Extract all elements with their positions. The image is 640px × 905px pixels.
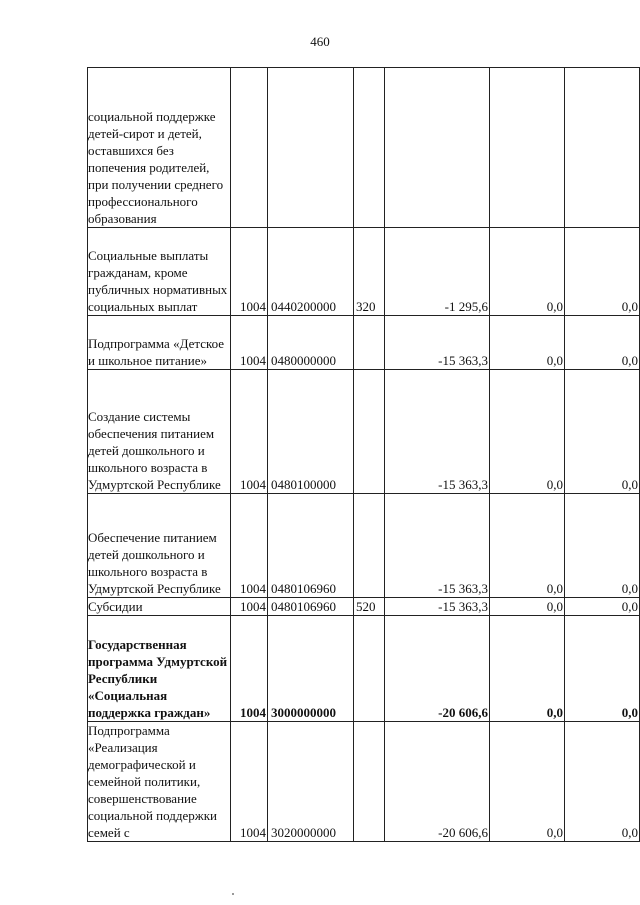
cell-amount-3: [565, 494, 640, 598]
cell-amount-1: [385, 316, 490, 370]
cell-expense-type: [354, 598, 385, 616]
cell-target-code-text: 3000000000: [271, 705, 336, 720]
cell-amount-1-text: -15 363,3: [438, 353, 488, 368]
cell-amount-2-text: 0,0: [546, 825, 563, 840]
cell-name-text: Государственная программа Удмуртской Республики «Социальная поддержка граждан»: [88, 637, 228, 720]
cell-amount-2: [490, 370, 565, 494]
cell-amount-1: [385, 598, 490, 616]
cell-name: [88, 494, 231, 598]
cell-expense-type: [354, 722, 385, 842]
cell-amount-1: [385, 722, 490, 842]
cell-name-text: Подпрограмма «Реализация демографической и семейной политики, совершенствование социальной поддержки семей с: [88, 723, 217, 840]
cell-expense-type-text: 320: [356, 299, 376, 314]
cell-name-text: Создание системы обеспечения питанием детей дошкольного и школьного возраста в Удмуртской Республике: [88, 409, 221, 492]
cell-section: [231, 616, 268, 722]
cell-name: [88, 722, 231, 842]
cell-amount-2: [490, 228, 565, 316]
table-row: [88, 598, 640, 616]
cell-name-text: социальной поддержке детей-сирот и детей, оставшихся без попечения родителей, при получении среднего профессионального образования: [88, 109, 224, 226]
cell-amount-1: [385, 370, 490, 494]
cell-amount-1: [385, 616, 490, 722]
cell-amount-2: [490, 68, 565, 228]
cell-target-code-text: 0480106960: [271, 581, 336, 596]
cell-section-text: 1004: [240, 353, 266, 368]
cell-name: [88, 228, 231, 316]
cell-amount-3-text: 0,0: [621, 599, 638, 614]
cell-section: [231, 68, 268, 228]
cell-section-text: 1004: [240, 705, 266, 720]
cell-name: [88, 598, 231, 616]
cell-amount-3: [565, 228, 640, 316]
cell-amount-3: [565, 598, 640, 616]
cell-amount-1: [385, 68, 490, 228]
cell-section-text: 1004: [240, 477, 266, 492]
cell-amount-3-text: 0,0: [621, 353, 638, 368]
cell-amount-3: [565, 68, 640, 228]
cell-amount-2-text: 0,0: [546, 353, 563, 368]
cell-expense-type-text: 520: [356, 599, 376, 614]
cell-amount-2: [490, 316, 565, 370]
cell-name-text: Подпрограмма «Детское и школьное питание»: [88, 336, 225, 368]
cell-amount-1-text: -1 295,6: [444, 299, 488, 314]
cell-target-code-text: 3020000000: [271, 825, 336, 840]
cell-name: [88, 316, 231, 370]
cell-expense-type: [354, 494, 385, 598]
cell-target-code-text: 0480106960: [271, 599, 336, 614]
cell-amount-2: [490, 494, 565, 598]
cell-section: [231, 228, 268, 316]
cell-amount-1-text: -20 606,6: [438, 825, 488, 840]
cell-section: [231, 316, 268, 370]
cell-amount-3-text: 0,0: [621, 581, 638, 596]
cell-amount-2-text: 0,0: [546, 599, 563, 614]
cell-amount-1-text: -20 606,6: [438, 705, 488, 720]
cell-amount-2: [490, 598, 565, 616]
cell-expense-type: [354, 370, 385, 494]
cell-name: [88, 370, 231, 494]
cell-amount-3: [565, 722, 640, 842]
cell-amount-2-text: 0,0: [546, 299, 563, 314]
cell-section-text: 1004: [240, 299, 266, 314]
cell-amount-1: [385, 494, 490, 598]
cell-amount-2: [490, 722, 565, 842]
cell-name: [88, 616, 231, 722]
cell-name-text: Субсидии: [88, 599, 143, 614]
budget-table: [87, 67, 640, 842]
cell-amount-3: [565, 616, 640, 722]
cell-amount-2-text: 0,0: [546, 581, 563, 596]
cell-amount-3-text: 0,0: [621, 705, 638, 720]
cell-target-code: [268, 370, 354, 494]
scan-mark: [232, 893, 234, 895]
cell-amount-1-text: -15 363,3: [438, 477, 488, 492]
cell-name: [88, 68, 231, 228]
table-row: [88, 228, 640, 316]
cell-target-code: [268, 316, 354, 370]
cell-amount-1-text: -15 363,3: [438, 599, 488, 614]
cell-amount-3: [565, 370, 640, 494]
table-row: [88, 616, 640, 722]
cell-section-text: 1004: [240, 599, 266, 614]
cell-section: [231, 494, 268, 598]
cell-name-text: Обеспечение питанием детей дошкольного и школьного возраста в Удмуртской Республике: [88, 530, 221, 596]
cell-amount-3-text: 0,0: [621, 825, 638, 840]
table-row: [88, 370, 640, 494]
cell-section: [231, 598, 268, 616]
table-row: [88, 316, 640, 370]
cell-section: [231, 370, 268, 494]
cell-expense-type: [354, 616, 385, 722]
cell-section-text: 1004: [240, 825, 266, 840]
cell-section: [231, 722, 268, 842]
cell-target-code-text: 0480100000: [271, 477, 336, 492]
table-row: [88, 722, 640, 842]
cell-amount-2-text: 0,0: [546, 477, 563, 492]
cell-amount-2-text: 0,0: [546, 705, 563, 720]
cell-target-code: [268, 616, 354, 722]
cell-target-code: [268, 68, 354, 228]
table-row: [88, 68, 640, 228]
cell-amount-3-text: 0,0: [621, 299, 638, 314]
cell-section-text: 1004: [240, 581, 266, 596]
cell-name-text: Социальные выплаты гражданам, кроме публичных нормативных социальных выплат: [88, 248, 228, 314]
cell-expense-type: [354, 316, 385, 370]
cell-expense-type: [354, 68, 385, 228]
cell-amount-3-text: 0,0: [621, 477, 638, 492]
cell-target-code: [268, 598, 354, 616]
cell-amount-2: [490, 616, 565, 722]
cell-amount-1: [385, 228, 490, 316]
cell-target-code: [268, 494, 354, 598]
cell-expense-type: [354, 228, 385, 316]
cell-amount-1-text: -15 363,3: [438, 581, 488, 596]
table-row: [88, 494, 640, 598]
cell-target-code: [268, 722, 354, 842]
page-number: 460: [310, 34, 330, 49]
cell-amount-3: [565, 316, 640, 370]
cell-target-code-text: 0480000000: [271, 353, 336, 368]
cell-target-code: [268, 228, 354, 316]
cell-target-code-text: 0440200000: [271, 299, 336, 314]
